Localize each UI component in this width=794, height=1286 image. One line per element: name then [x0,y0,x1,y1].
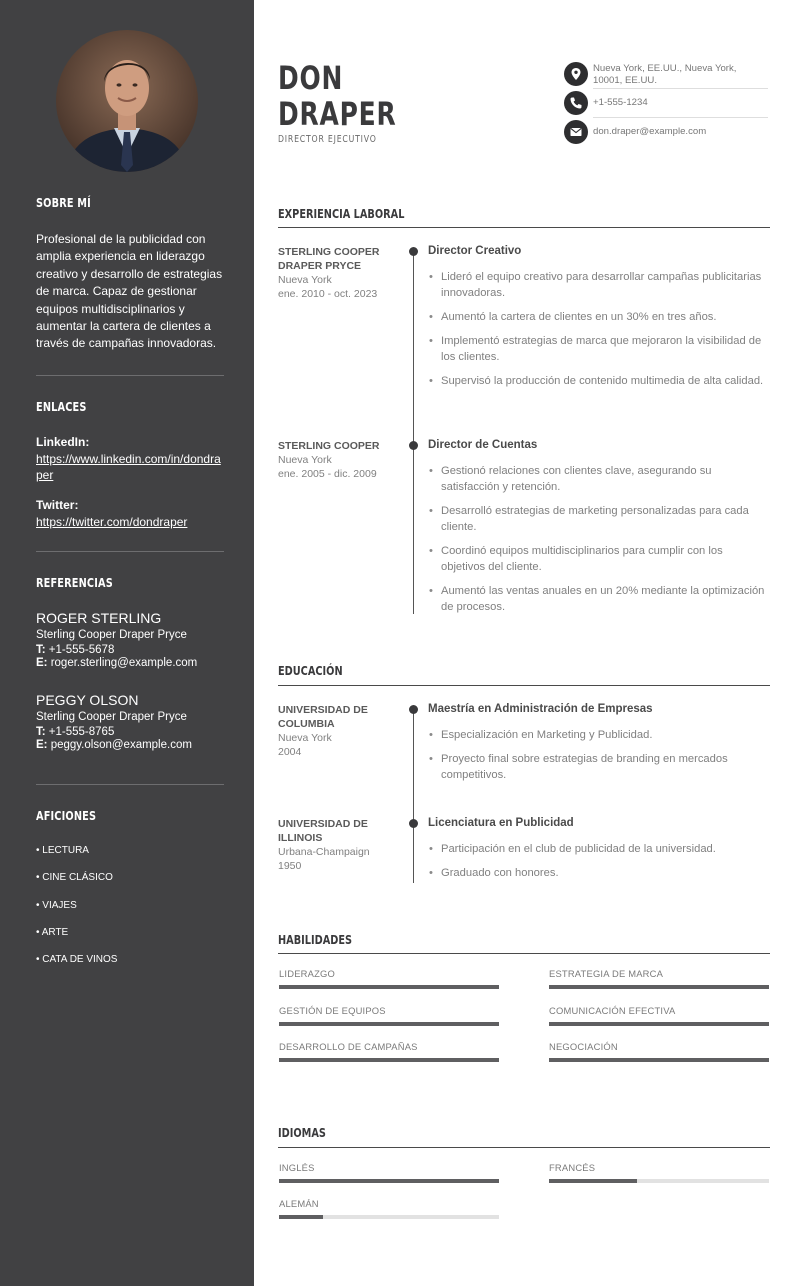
reference-item [36,610,224,669]
language-item [279,1198,499,1209]
location: Nueva York [278,732,332,744]
reference-email: E: roger.sterling@example.com [36,657,198,669]
list-item: • Desarrolló estrategias de marketing personalizadas para cada cliente. [428,503,768,535]
divider [36,784,224,785]
about-text: Profesional de la publicidad con amplia experiencia en liderazgo creativo y desarrollo de estrategias de marca. Capaz de gestionar equipos multidisciplinarios y aumentar la cartera de clientes a través de campañas innovadoras. [36,232,223,351]
skill-bar-fill [549,1022,769,1026]
experience-title: EXPERIENCIA LABORAL [278,206,405,221]
reference-name: PEGGY OLSON [36,692,139,708]
links-title-wrap [36,399,224,414]
skill-item [279,1005,499,1016]
employer: STERLING COOPER [278,440,380,452]
achievements-list [428,269,768,397]
section-rule [278,227,770,228]
sidebar [0,0,254,1286]
references-title-wrap [36,575,224,590]
skill-bar-track [279,985,499,989]
skill-item [549,968,769,979]
job-title: DIRECTOR EJECUTIVO [278,134,377,145]
skill-bar-track [549,1058,769,1062]
skill-label: GESTIÓN DE EQUIPOS [279,1005,386,1016]
hobby-item: • VIAJES [36,900,77,911]
phone-text: +1-555-1234 [593,97,648,108]
degree-title: Maestría en Administración de Empresas [428,703,653,715]
divider [36,551,224,552]
language-label: FRANCÉS [549,1162,596,1173]
reference-company: Sterling Cooper Draper Pryce [36,629,187,641]
skill-bar-track [549,985,769,989]
reference-company: Sterling Cooper Draper Pryce [36,711,187,723]
education-details-list [428,727,768,791]
skill-bar-track [279,1022,499,1026]
hobbies-list [36,845,224,975]
contact-phone [564,91,768,115]
skill-label: ESTRATEGIA DE MARCA [549,968,664,979]
list-item: • Aumentó la cartera de clientes en un 30% en tres años. [428,309,768,325]
list-item: • Lideró el equipo creativo para desarrollar campañas publicitarias innovadoras. [428,269,768,301]
list-item: • Coordinó equipos multidisciplinarios para cumplir con los objetivos del cliente. [428,543,768,575]
link-label: Twitter: [36,498,79,512]
link-twitter [36,498,224,530]
first-name: DON [278,59,344,97]
list-item: • Implementó estrategias de marca que mejoraron la visibilidad de los clientes. [428,333,768,365]
education-title: EDUCACIÓN [278,663,343,678]
phone-icon [564,91,588,115]
references-title: REFERENCIAS [36,575,113,590]
language-bar-fill [549,1179,637,1183]
hobbies-title: AFICIONES [36,808,97,823]
contact-divider [593,88,768,89]
school: UNIVERSIDAD DE COLUMBIA [278,704,368,730]
reference-item [36,692,224,751]
language-label: INGLÉS [279,1162,315,1173]
skill-item [549,1041,769,1052]
contact-divider [593,117,768,118]
section-rule [278,685,770,686]
timeline-line [413,709,414,883]
language-bar-fill [279,1215,323,1219]
language-bar-fill [279,1179,499,1183]
list-item: • Graduado con honores. [428,865,768,881]
timeline-dot [409,441,418,450]
location: Urbana-Champaign [278,846,370,858]
twitter-link[interactable]: https://twitter.com/dondraper [36,515,188,529]
list-item: • Gestionó relaciones con clientes clave, asegurando su satisfacción y retención. [428,463,768,495]
skill-bar-track [549,1022,769,1026]
dates: 2004 [278,746,302,758]
skill-bar-fill [279,1022,499,1026]
skill-item [279,1041,499,1052]
timeline-dot [409,247,418,256]
skill-bar-track [279,1058,499,1062]
language-bar-track [279,1179,499,1183]
links-title: ENLACES [36,399,87,414]
envelope-icon [564,120,588,144]
achievements-list [428,463,768,623]
language-bar-track [549,1179,769,1183]
language-label: ALEMÁN [279,1198,319,1209]
dates: 1950 [278,860,302,872]
link-linkedin [36,435,224,483]
employer: STERLING COOPER DRAPER PRYCE [278,246,380,272]
skill-label: LIDERAZGO [279,968,335,979]
reference-phone: T: +1-555-5678 [36,644,115,656]
skill-bar-fill [279,985,499,989]
hobbies-title-wrap [36,808,224,823]
link-label: LinkedIn: [36,435,90,449]
avatar [56,30,198,172]
reference-name: ROGER STERLING [36,610,162,626]
dates: ene. 2010 - oct. 2023 [278,288,378,300]
profile-photo [56,30,198,172]
skill-bar-fill [279,1058,499,1062]
linkedin-link[interactable]: https://www.linkedin.com/in/dondraper [36,452,221,482]
skill-item [279,968,499,979]
role-title: Director Creativo [428,245,522,257]
skill-label: COMUNICACIÓN EFECTIVA [549,1005,676,1016]
experience-entry-meta [278,245,398,301]
contact-email [564,120,768,144]
school: UNIVERSIDAD DE ILLINOIS [278,818,368,844]
skills-title: HABILIDADES [278,932,353,947]
about-section [36,195,224,210]
list-item: • Proyecto final sobre estrategias de branding en mercados competitivos. [428,751,768,783]
timeline-line [413,251,414,400]
last-name: DRAPER [278,95,397,133]
timeline-dot [409,705,418,714]
divider [36,375,224,376]
contact-location [564,62,768,90]
list-item: • Aumentó las ventas anuales en un 20% mediante la optimización de procesos. [428,583,768,615]
hobby-item: • ARTE [36,927,69,938]
list-item: • Participación en el club de publicidad de la universidad. [428,841,768,857]
location: Nueva York [278,454,332,466]
list-item: • Supervisó la producción de contenido multimedia de alta calidad. [428,373,768,389]
about-title: SOBRE MÍ [36,195,91,210]
reference-phone: T: +1-555-8765 [36,726,115,738]
skill-label: DESARROLLO DE CAMPAÑAS [279,1041,418,1052]
reference-email: E: peggy.olson@example.com [36,739,192,751]
list-item: • Especialización en Marketing y Publicidad. [428,727,768,743]
timeline-line [413,400,414,614]
languages-title: IDIOMAS [278,1125,326,1140]
education-entry-meta [278,703,398,759]
education-details-list [428,841,768,889]
dates: ene. 2005 - dic. 2009 [278,468,377,480]
skill-item [549,1005,769,1016]
role-title: Director de Cuentas [428,439,538,451]
experience-entry-meta [278,439,398,481]
location-text: Nueva York, EE.UU., Nueva York, 10001, EE.UU. [593,63,737,86]
language-item [279,1162,499,1173]
email-text: don.draper@example.com [593,126,707,137]
hobby-item: • LECTURA [36,845,89,856]
section-rule [278,1147,770,1148]
skill-bar-fill [549,985,769,989]
language-item [549,1162,769,1173]
degree-title: Licenciatura en Publicidad [428,817,574,829]
location: Nueva York [278,274,332,286]
timeline-dot [409,819,418,828]
skill-bar-fill [549,1058,769,1062]
education-entry-meta [278,817,398,873]
language-bar-track [279,1215,499,1219]
section-rule [278,953,770,954]
hobby-item: • CINE CLÁSICO [36,872,113,883]
hobby-item: • CATA DE VINOS [36,954,118,965]
location-pin-icon [564,62,588,86]
skill-label: NEGOCIACIÓN [549,1041,618,1052]
